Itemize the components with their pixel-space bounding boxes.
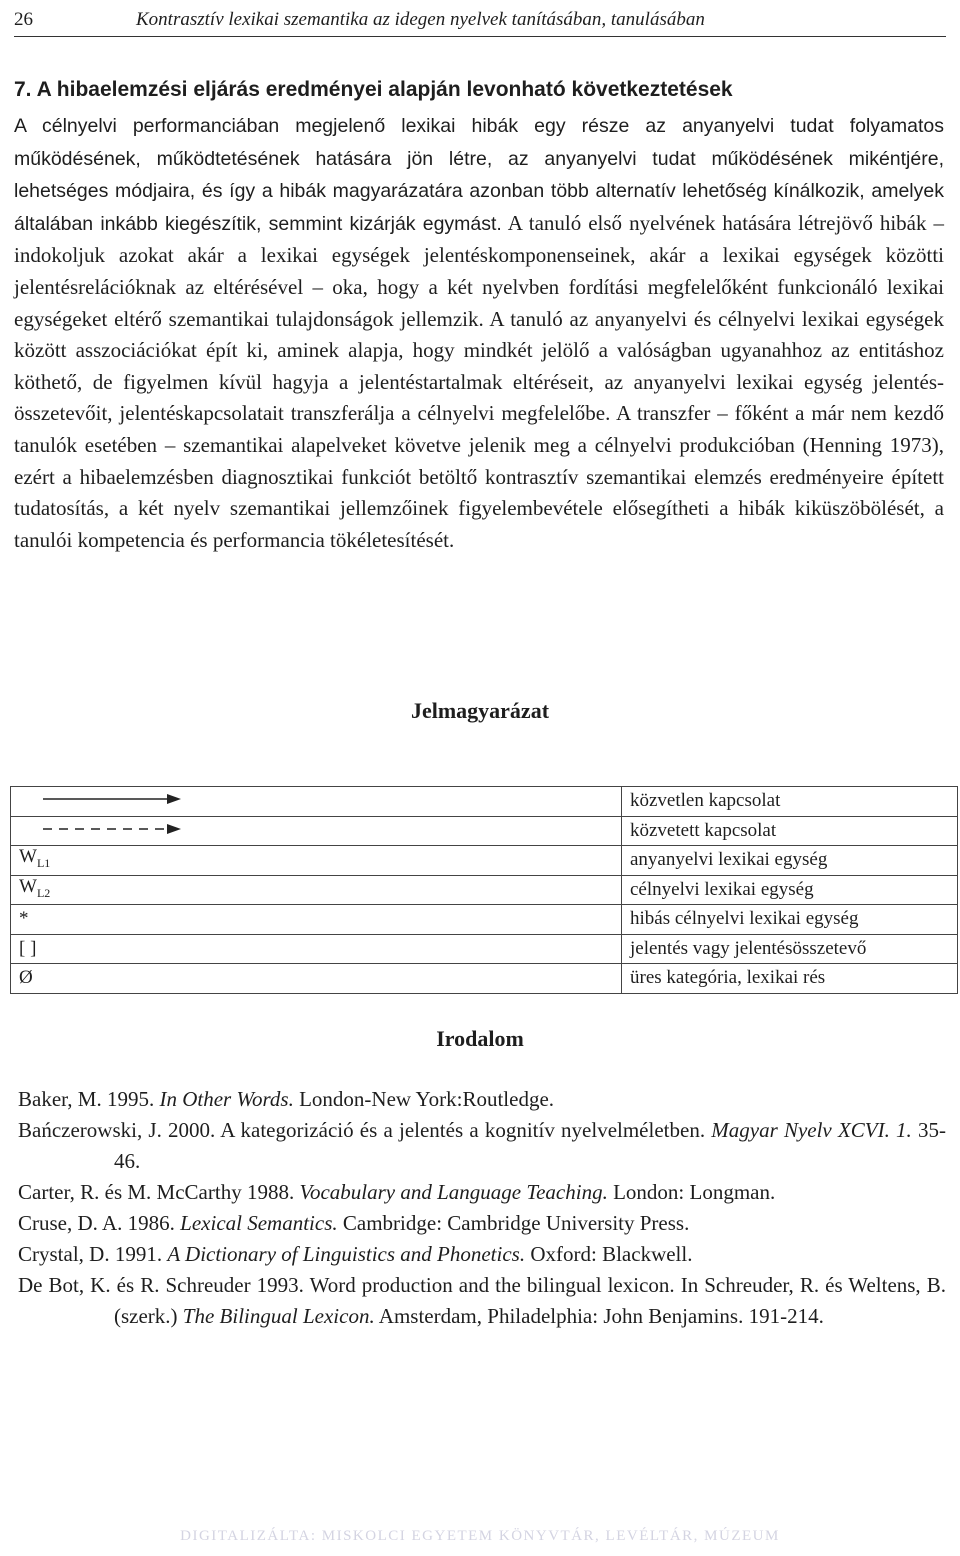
reference-author: De Bot, K. és R. Schreuder 1993. Word production and the bilingual lexicon. In Schreuder, R. és Weltens, B. (szerk.) [18,1273,946,1328]
legend-subscript: L1 [36,856,51,871]
section-title: 7. A hibaelemzési eljárás eredményei alapján levonható következtetések [14,78,733,101]
page-header [14,6,946,37]
legend-row [11,905,958,935]
reference-publisher: Oxford: Blackwell. [525,1242,693,1266]
reference-title: Lexical Semantics. [180,1211,338,1235]
legend-symbol: W [19,846,37,868]
reference-author: Bańczerowski, J. 2000. A kategorizáció és a jelentés a kognitív nyelvelméletben. [18,1118,712,1142]
reference-item [18,1239,946,1270]
legend-table [10,786,958,994]
paragraph-part-1: A célnyelvi performanciában megjelenő lexikai hibák egy része az anyanyelvi tudat folyamatos működésének, működtetésének hatására jön létre, az anyanyelvi tudat működésének mikéntjére, lehetséges módjaira, és így a hibák magyarázatára azonban több alternatív lehetőség kínálkozik, amelyek általában inkább kiegészítik, semmint kizárják egymást. [14,115,944,235]
reference-publisher: Cambridge: Cambridge University Press. [337,1211,690,1235]
legend-row [11,964,958,994]
reference-item [18,1177,946,1208]
body-paragraph [14,110,944,556]
legend-symbol: [ ] [11,934,622,964]
paragraph-part-2: A tanuló első nyelvének hatására létrejövő hibák – indokoljuk azokat akár a lexikai egységek jelentéskomponenseinek, akár a lexikai egységek közötti jelentésrelációknak az eltérésével – oka, hogy a két nyelvben fordítási megfelelőként funkcionáló lexikai egységeket eltérő szemantikai tulajdonságok jellemzik. A tanuló az anyanyelvi és célnyelvi lexikai egységek között asszociációkat épít ki, aminek alapja, hogy mindkét jelölő a valóságban ugyanahhoz az entitáshoz köthető, de figyelmen kívül hagyja a jelentéstartalmak eltéréseit, az anyanyelvi lexikai egység jelentés-összetevőit, jelentéskapcsolatait transzferálja a célnyelvi megfelelőbe. A transzfer – főként a már nem kezdő tanulók esetében – szemantikai alapelveket követve jelenik meg a célnyelvi produkcióban (Henning 1973), ezért a hibaelemzésben diagnosztikai funkciót betöltő kontrasztív szemantikai elemzés eredményeire épített tudatosítás, a két nyelv szemantikai jellemzőinek figyelembevétele elősegítheti a hibák kiküszöbölését, a tanulói kompetencia és performancia tökéletesítését. [14,210,944,552]
reference-title: Vocabulary and Language Teaching. [299,1180,608,1204]
legend-meaning: anyanyelvi lexikai egység [622,846,958,876]
legend-row [11,846,958,876]
legend-row [11,787,958,817]
reference-publisher: London-New York:Routledge. [293,1087,555,1111]
reference-item [18,1270,946,1332]
legend-row [11,816,958,846]
legend-symbol-cell [11,875,622,905]
reference-author: Carter, R. és M. McCarthy 1988. [18,1180,300,1204]
reference-title: In Other Words. [159,1087,294,1111]
legend-meaning: üres kategória, lexikai rés [622,964,958,994]
legend-meaning: jelentés vagy jelentésösszetevő [622,934,958,964]
reference-publisher: 35-46. [114,1118,946,1173]
legend-symbol: W [19,875,37,897]
running-title: Kontrasztív lexikai szemantika az idegen nyelvek tanításában, tanulásában [136,9,705,30]
legend-symbol: Ø [11,964,622,994]
legend-symbol-cell [11,816,622,846]
dashed-arrow-icon [43,822,183,836]
legend-subscript: L2 [36,885,51,900]
legend-heading: Jelmagyarázat [410,698,550,723]
legend-meaning: közvetlen kapcsolat [622,787,958,817]
legend-row [11,934,958,964]
legend-meaning: hibás célnyelvi lexikai egység [622,905,958,935]
legend-meaning: közvetett kapcsolat [622,816,958,846]
legend-symbol-cell [11,846,622,876]
reference-author: Crystal, D. 1991. [18,1242,168,1266]
solid-arrow-icon [43,792,183,806]
reference-title: A Dictionary of Linguistics and Phonetics. [167,1242,526,1266]
page-number: 26 [14,9,33,30]
reference-title: The Bilingual Lexicon. [182,1304,375,1328]
references-heading: Irodalom [436,1026,524,1051]
reference-publisher: Amsterdam, Philadelphia: John Benjamins. 191-214. [374,1304,824,1328]
reference-author: Cruse, D. A. 1986. [18,1211,181,1235]
legend-symbol: * [11,905,622,935]
reference-list [18,1084,946,1332]
reference-item [18,1115,946,1177]
reference-title: Magyar Nyelv XCVI. 1. [711,1118,912,1142]
legend-row [11,875,958,905]
digitization-watermark: DIGITALIZÁLTA: MISKOLCI EGYETEM KÖNYVTÁR, LEVÉLTÁR, MÚZEUM [180,1528,780,1544]
legend-meaning: célnyelvi lexikai egység [622,875,958,905]
reference-publisher: London: Longman. [607,1180,776,1204]
reference-item [18,1084,946,1115]
legend-symbol-cell [11,787,622,817]
reference-item [18,1208,946,1239]
reference-author: Baker, M. 1995. [18,1087,160,1111]
